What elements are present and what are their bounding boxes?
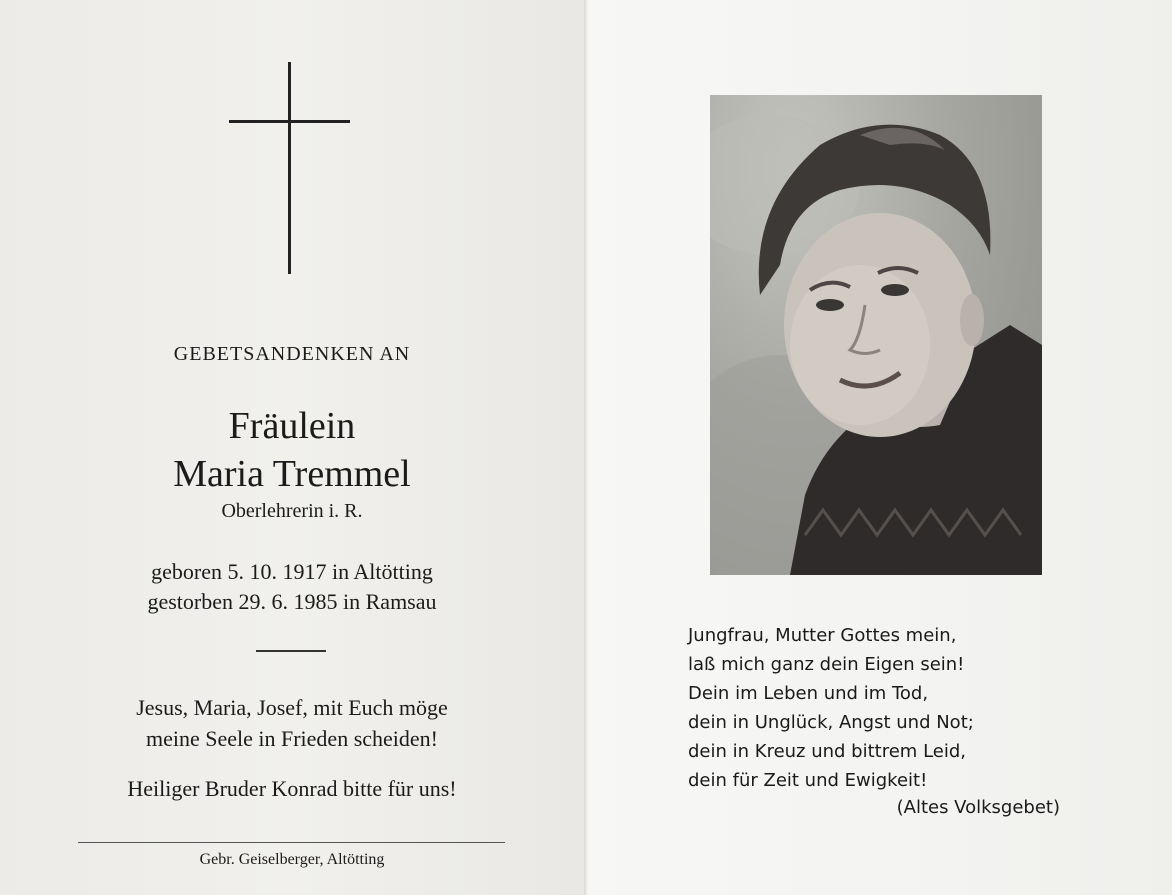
birth-line: geboren 5. 10. 1917 in Altötting [151, 559, 433, 584]
prayer-line-3: Heiliger Bruder Konrad bitte für uns! [127, 776, 457, 801]
portrait-photo [710, 95, 1042, 575]
name-line-2: Maria Tremmel [173, 453, 411, 495]
verse-line: Dein im Leben und im Tod, [688, 683, 929, 704]
footer-divider [78, 842, 505, 843]
verse-line: dein in Unglück, Angst und Not; [688, 712, 974, 733]
death-line: gestorben 29. 6. 1985 in Ramsau [147, 589, 437, 614]
verse-line: laß mich ganz dein Eigen sein! [688, 654, 965, 675]
verse-line: dein in Kreuz und bittrem Leid, [688, 741, 966, 762]
heading: GEBETSANDENKEN AN [173, 343, 411, 365]
printer-credit: Gebr. Geiselberger, Altötting [199, 851, 385, 868]
verse-source: (Altes Volksgebet) [896, 797, 1060, 818]
prayer-line-2: meine Seele in Frieden scheiden! [145, 726, 438, 751]
verse-line: dein für Zeit und Ewigkeit! [688, 770, 928, 791]
verse-line: Jungfrau, Mutter Gottes mein, [688, 625, 957, 646]
prayer-line-1: Jesus, Maria, Josef, mit Euch möge [136, 695, 448, 720]
short-divider [256, 650, 326, 652]
left-page [0, 0, 584, 895]
professional-title: Oberlehrerin i. R. [221, 500, 363, 522]
name-line-1: Fräulein [228, 405, 356, 447]
